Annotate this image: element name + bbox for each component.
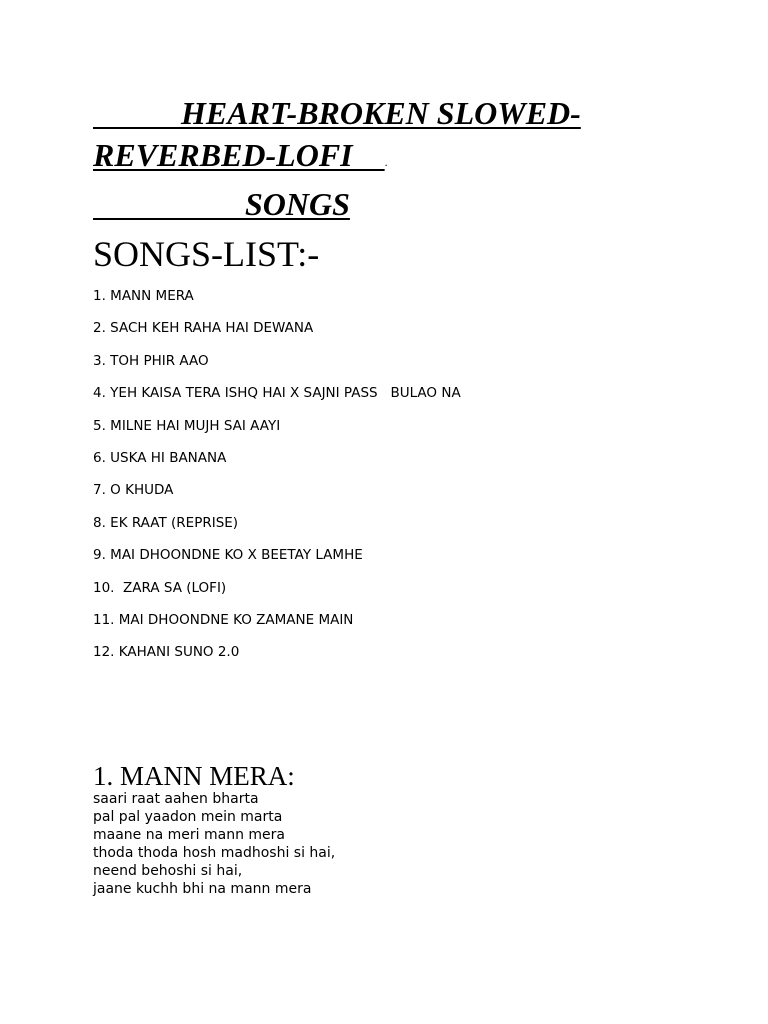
list-item: 1. MANN MERA (93, 288, 194, 304)
title-line-2: REVERBED-LOFI (93, 137, 385, 173)
list-item: 8. EK RAAT (REPRISE) (93, 514, 239, 531)
list-item: 10. ZARA SA (LOFI) (93, 579, 227, 596)
lyric-line: maane na meri mann mera (93, 827, 285, 843)
lyric-line: saari raat aahen bharta (93, 791, 259, 807)
list-item: 2. SACH KEH RAHA HAI DEWANA (93, 320, 314, 337)
lyric-line: pal pal yaadon mein marta (93, 809, 283, 825)
title-line-1: HEART-BROKEN SLOWED- (93, 95, 581, 131)
list-item: 6. USKA HI BANANA (93, 449, 227, 466)
list-item: 7. O KHUDA (93, 482, 174, 499)
songs-list-heading: SONGS-LIST:- (93, 234, 320, 274)
lyric-line: jaane kuchh bhi na mann mera (93, 881, 312, 897)
list-item: 11. MAI DHOONDNE KO ZAMANE MAIN (93, 611, 354, 628)
list-item: 12. KAHANI SUNO 2.0 (93, 644, 240, 661)
list-item: 4. YEH KAISA TERA ISHQ HAI X SAJNI PASS BULAO NA (93, 385, 461, 402)
list-item: 9. MAI DHOONDNE KO X BEETAY LAMHE (93, 547, 363, 564)
document-title (93, 92, 693, 225)
title-trailing-mark: . (384, 155, 388, 169)
first-song-lyrics (93, 790, 335, 898)
list-item: 3. TOH PHIR AAO (93, 352, 209, 369)
lyric-line: thoda thoda hosh madhoshi si hai, (93, 845, 336, 861)
title-line-3: SONGS (93, 186, 350, 222)
songs-list (93, 286, 461, 675)
lyric-line: neend behoshi si hai, (93, 863, 243, 879)
list-item: 5. MILNE HAI MUJH SAI AAYI (93, 417, 281, 434)
first-song-heading: 1. MANN MERA: (93, 761, 295, 791)
